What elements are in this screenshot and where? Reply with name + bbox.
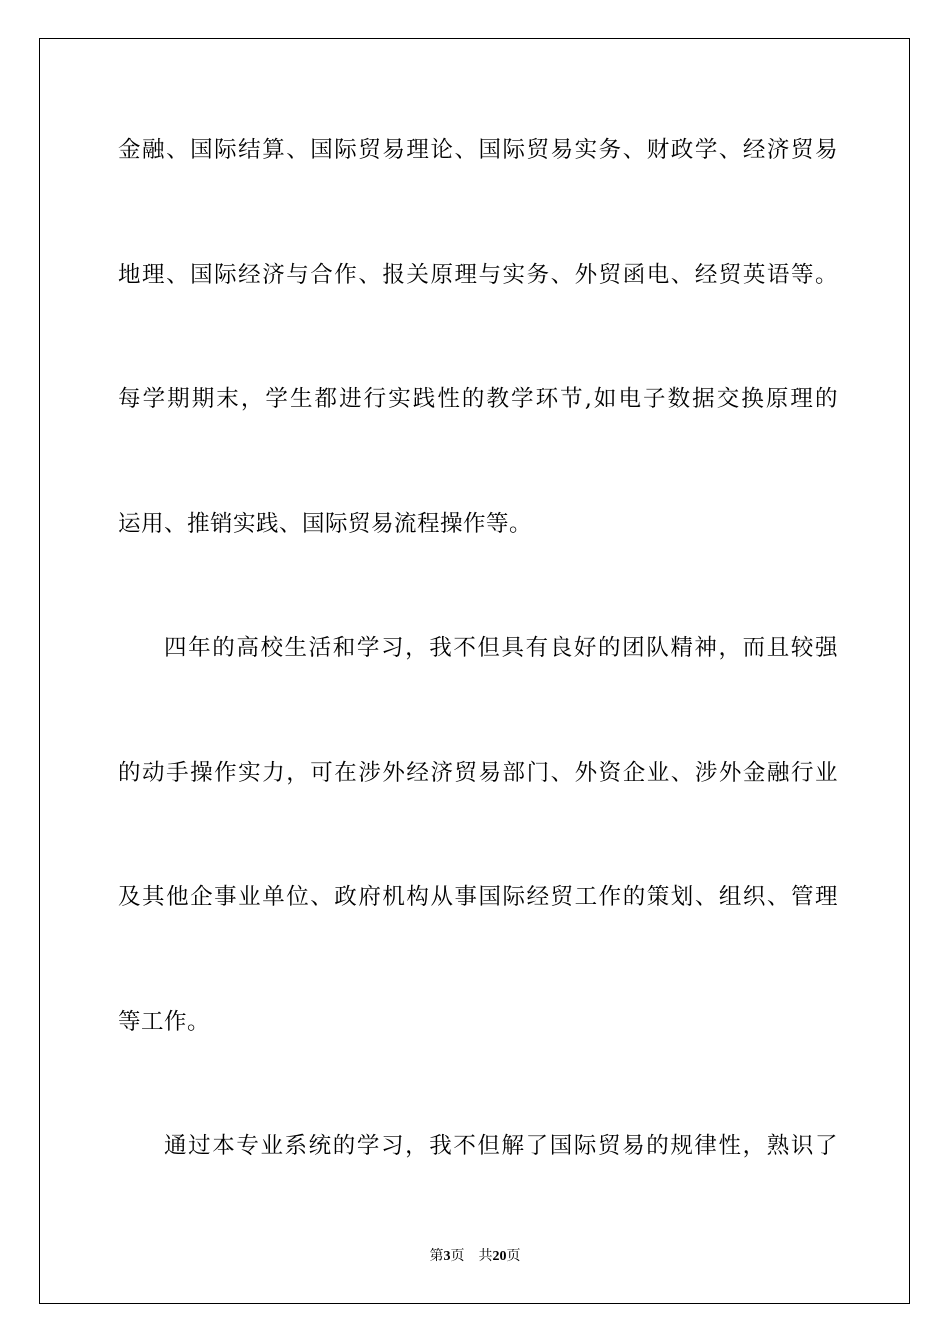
footer-total-suffix: 页: [506, 1248, 521, 1264]
footer-total-pages: 20: [492, 1249, 507, 1264]
page-footer: [0, 1247, 950, 1266]
text-line-7: 及其他企事业单位、政府机构从事国际经贸工作的策划、组织、管理: [118, 884, 838, 910]
footer-page-number: 3: [443, 1249, 451, 1264]
footer-page-suffix: 页: [450, 1248, 465, 1264]
text-line-4: 运用、推销实践、国际贸易流程操作等。: [118, 511, 533, 537]
footer-total-prefix: 共: [478, 1248, 493, 1264]
text-line-3: 每学期期末，学生都进行实践性的教学环节,如电子数据交换原理的: [118, 386, 838, 412]
text-line-5: 四年的高校生活和学习，我不但具有良好的团队精神，而且较强: [164, 635, 838, 661]
page-border: [39, 38, 910, 1304]
footer-page-prefix: 第: [429, 1248, 444, 1264]
text-line-9: 通过本专业系统的学习，我不但解了国际贸易的规律性，熟识了: [164, 1133, 838, 1159]
text-line-1: 金融、国际结算、国际贸易理论、国际贸易实务、财政学、经济贸易: [118, 137, 838, 163]
text-line-2: 地理、国际经济与合作、报关原理与实务、外贸函电、经贸英语等。: [118, 262, 838, 288]
text-line-8: 等工作。: [118, 1009, 211, 1035]
text-line-6: 的动手操作实力，可在涉外经济贸易部门、外资企业、涉外金融行业: [118, 760, 838, 786]
